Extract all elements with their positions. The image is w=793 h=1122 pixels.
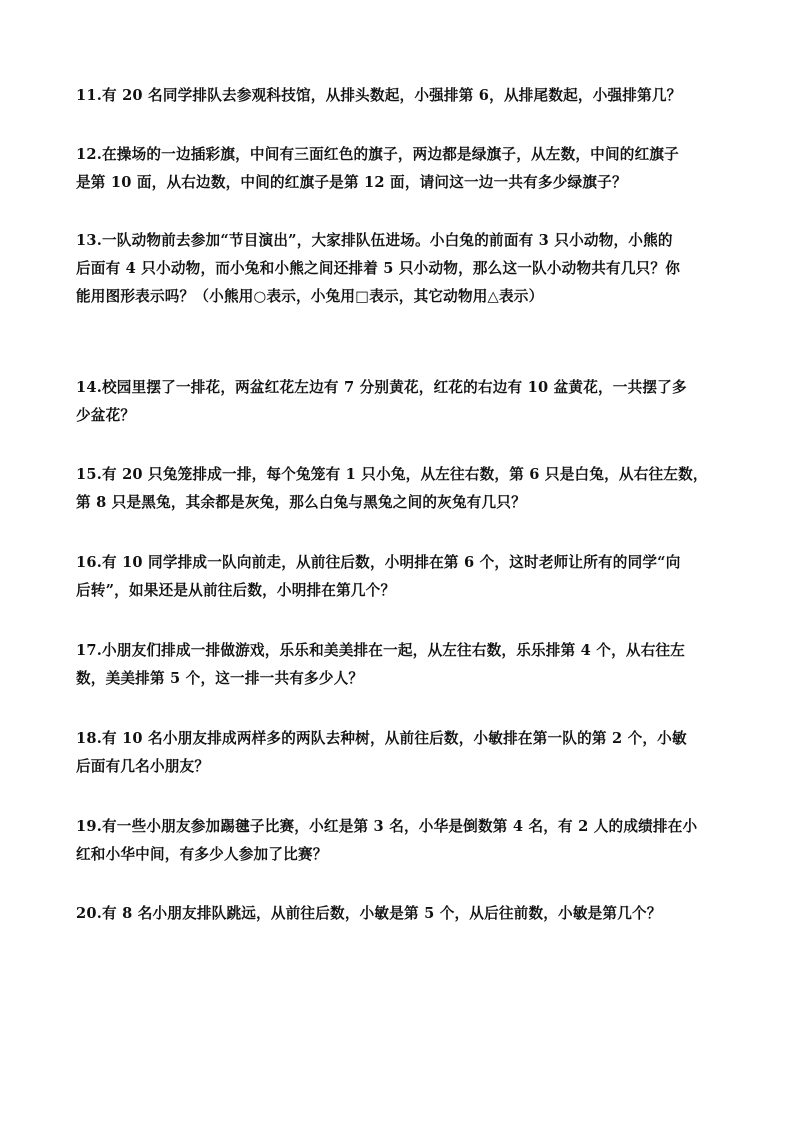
question-13-line-2: 后面有 4 只小动物，而小兔和小熊之间还排着 5 只小动物，那么这一队小动物共有几只？你 bbox=[76, 260, 680, 277]
question-18-line-1: 18.有 10 名小朋友排成两样多的两队去种树，从前往后数，小敏排在第一队的第 2 个，小敏 bbox=[76, 730, 687, 747]
question-14-line-2: 少盆花？ bbox=[76, 407, 136, 424]
question-19-line-2: 红和小华中间，有多少人参加了比赛？ bbox=[76, 846, 328, 863]
question-18-line-2: 后面有几名小朋友？ bbox=[76, 758, 210, 775]
question-11 bbox=[76, 82, 724, 110]
question-17 bbox=[76, 637, 724, 693]
question-17-line-2: 数，美美排第 5 个，这一排一共有多少人？ bbox=[76, 670, 364, 687]
question-16 bbox=[76, 549, 724, 605]
question-17-line-1: 17.小朋友们排成一排做游戏，乐乐和美美排在一起，从左往右数，乐乐排第 4 个，从右往左 bbox=[76, 642, 686, 659]
question-20-line-1: 20.有 8 名小朋友排队跳远，从前往后数，小敏是第 5 个，从后往前数，小敏是第几个？ bbox=[76, 905, 662, 922]
question-15-line-2: 第 8 只是黑兔，其余都是灰兔，那么白兔与黑兔之间的灰兔有几只？ bbox=[76, 494, 526, 511]
question-20 bbox=[76, 900, 724, 928]
question-12-line-2: 是第 10 面，从右边数，中间的红旗子是第 12 面，请问这一边一共有多少绿旗子？ bbox=[76, 174, 627, 191]
question-19 bbox=[76, 813, 724, 869]
question-16-line-2: 后转”，如果还是从前往后数，小明排在第几个？ bbox=[76, 582, 396, 599]
question-12-line-1: 12.在操场的一边插彩旗，中间有三面红色的旗子，两边都是绿旗子，从左数，中间的红旗子 bbox=[76, 146, 679, 163]
question-16-line-1: 16.有 10 同学排成一队向前走，从前往后数，小明排在第 6 个，这时老师让所有的同学“向 bbox=[76, 554, 681, 571]
question-11-line-1: 11.有 20 名同学排队去参观科技馆，从排头数起，小强排第 6，从排尾数起，小强排第几？ bbox=[76, 87, 682, 104]
question-18 bbox=[76, 725, 724, 781]
question-15-line-1: 15.有 20 只兔笼排成一排，每个兔笼有 1 只小兔，从左往右数，第 6 只是白兔，从右往左数， bbox=[76, 466, 708, 483]
question-14-line-1: 14.校园里摆了一排花，两盆红花左边有 7 分别黄花，红花的右边有 10 盆黄花，一共摆了多 bbox=[76, 379, 687, 396]
question-13 bbox=[76, 227, 724, 311]
question-13-line-1: 13.一队动物前去参加“节目演出”，大家排队伍进场。小白兔的前面有 3 只小动物，小熊的 bbox=[76, 232, 673, 249]
question-12 bbox=[76, 141, 724, 197]
question-14 bbox=[76, 374, 724, 430]
question-15 bbox=[76, 461, 724, 517]
question-13-line-3: 能用图形表示吗？（小熊用○表示，小兔用□表示，其它动物用△表示） bbox=[76, 288, 544, 305]
question-19-line-1: 19.有一些小朋友参加踢毽子比赛，小红是第 3 名，小华是倒数第 4 名，有 2 人的成绩排在小 bbox=[76, 818, 698, 835]
